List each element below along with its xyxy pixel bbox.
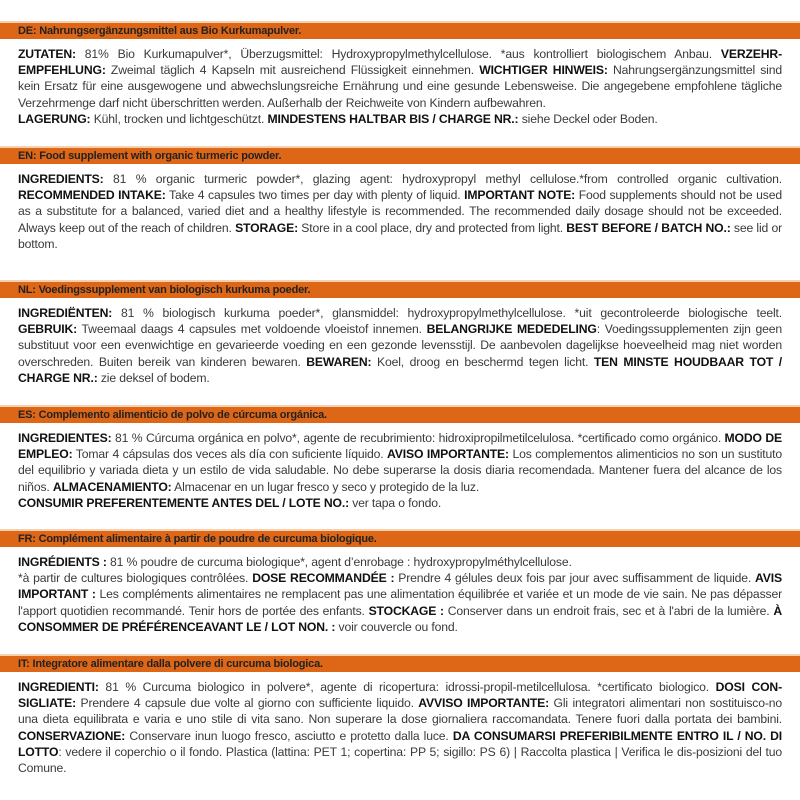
section-nl [0, 280, 800, 386]
label-text: Almacenar en un lugar fresco y seco y protegido de la luz. [171, 479, 480, 494]
label-heading: DA CONSUMARSI PREFERIBILMENTE ENTRO IL / NO. DI LOTTO [18, 728, 783, 759]
label-text: Prendere 4 capsule due volte al giorno con sufficiente liquido. [76, 696, 419, 711]
label-text: Store in a cool place, dry and protected from light. [297, 220, 567, 235]
label-text: Prendre 4 gélules deux fois par jour avec suffisamment de liquide. [394, 571, 756, 586]
label-heading: WICHTIGER HINWEIS: [479, 63, 608, 78]
label-text: Zweimal täglich 4 Kapseln mit ausreichend Flüssigkeit einnehmen. [105, 63, 480, 78]
section-en [0, 146, 800, 252]
label-heading: AVIS IMPORTANT : [18, 571, 782, 602]
section-body [0, 423, 800, 511]
label-heading: BELANGRIJKE MEDEDELING [426, 322, 597, 337]
section-title: EN: Food supplement with organic turmeric powder. [0, 146, 800, 164]
label-text: siehe Deckel oder Boden. [518, 111, 658, 126]
section-es [0, 405, 800, 511]
label-text: Nahrungsergänzungsmittel sind kein Ersatz für eine ausgewogene und abwechslungsreiche Ernährung und eine gesunde Lebensweise. Die angegebene empfohlene tägliche Verzehrmenge darf nicht überschritten werden. Außerhalb der Reichweite von Kindern aufbewahren. [18, 63, 782, 110]
label-text: voir couvercle ou fond. [335, 619, 458, 634]
label-text: Conserver dans un endroit frais, sec et à l'abri de la lumière. [443, 603, 774, 618]
label-text: ver tapa o fondo. [348, 495, 442, 510]
label-heading: INGREDIENTES: [18, 431, 112, 445]
section-body [0, 298, 800, 386]
label-heading: LAGERUNG: [18, 111, 91, 126]
label-heading: CONSERVAZIONE: [18, 728, 126, 743]
label-heading: INGREDIENTI: [18, 680, 99, 694]
label-text: Tweemaal daags 4 capsules met voldoende vloeistof innemen. [77, 322, 427, 337]
label-text: zie deksel of bodem. [97, 370, 210, 385]
section-body [0, 39, 800, 127]
label-text: Gli integratori alimentari non sostituisco-no una dieta equilibrata e varia e uno stile di vita sano. Non superare la dose giornaliera raccomandata. Tenere fuori dalla portata dei bambini. [18, 696, 782, 727]
section-fr [0, 529, 800, 635]
label-text: 81 % Curcuma biologico in polvere*, agente di ricopertura: idrossi-propil-metilcellulosa. *certificato biologico. [98, 680, 716, 694]
label-text: : vedere il coperchio o il fondo. Plastica (lattina: PET 1; copertina: PP 5; sigillo: PS 6) | Raccolta plastica | Verifica le dis-posizioni del tuo Comune. [18, 744, 782, 776]
section-de [0, 21, 800, 127]
section-title: ES: Complemento alimenticio de polvo de cúrcuma orgánica. [0, 405, 800, 423]
label-text: 81 % poudre de curcuma biologique*, agent d’enrobage : hydroxypropylméthylcellulose. [106, 555, 572, 569]
label-text: 81 % Cúrcuma orgánica en polvo*, agente de recubrimiento: hidroxipropilmetilcelulosa. *certificado como orgánico. [111, 431, 725, 445]
label-text: Koel, droog en beschermd tegen licht. [371, 354, 594, 369]
label-heading: BEST BEFORE / BATCH NO.: [566, 220, 731, 235]
label-text: Kühl, trocken und lichtgeschützt. [90, 111, 268, 126]
label-heading: AVVISO IMPORTANTE: [418, 696, 550, 711]
label-text: Los complementos alimenticios no son un sustituto del equilibrio y variada dieta y un estilo de vida saludable. No debe superarse la dosis diaria recomendada. Mantener fuera del alcance de los niños. [18, 447, 782, 494]
label-heading: ZUTATEN: [18, 47, 76, 61]
section-title: FR: Complément alimentaire à partir de poudre de curcuma biologique. [0, 529, 800, 547]
section-body [0, 164, 800, 252]
label-text: Food supplements should not be used as a substitute for a balanced, varied diet and a healthy lifestyle is recommended. The recommended daily dosage should not be exceeded. Always keep out of the reach of children. [18, 188, 783, 235]
label-heading: TEN MINSTE HOUDBAAR TOT / CHARGE NR.: [18, 354, 782, 385]
label-text: 81% Bio Kurkumapulver*, Überzugsmittel: Hydroxypropylmethylcellulose. *aus kontrolliert biologischem Anbau. [75, 47, 721, 61]
section-title: IT: Integratore alimentare dalla polvere di curcuma biologica. [0, 654, 800, 672]
label-heading: GEBRUIK: [18, 322, 78, 337]
label-text: 81 % organic turmeric powder*, glazing agent: hydroxypropyl methyl cellulose.*from controlled organic cultivation. [103, 172, 782, 186]
label-text: Take 4 capsules two times per day with plenty of liquid. [165, 188, 465, 203]
label-text: *à partir de cultures biologiques contrôlées. [18, 571, 253, 586]
label-heading: MODO DE EMPLEO: [18, 431, 782, 462]
label-heading: CONSUMIR PREFERENTEMENTE ANTES DEL / LOTE NO.: [18, 495, 349, 510]
label-heading: MINDESTENS HALTBAR BIS / CHARGE NR.: [267, 111, 519, 126]
section-body [0, 672, 800, 776]
label-heading: IMPORTANT NOTE: [464, 188, 576, 203]
label-heading: ALMACENAMIENTO: [52, 479, 172, 494]
label-text: Conservare inun luogo fresco, asciutto e protetto dalla luce. [125, 728, 453, 743]
label-heading: STORAGE: [235, 220, 298, 235]
label-text: Les compléments alimentaires ne remplacent pas une alimentation équilibrée et variée et un mode de vie sain. Ne pas dépasser l'apport quotidien recommandé. Tenir hors de portée des enfants. [18, 587, 782, 618]
label-heading: INGREDIËNTEN: [18, 306, 113, 320]
label-heading: À CONSOMMER DE PRÉFÉRENCEAVANT LE / LOT NON. : [18, 603, 782, 634]
section-it [0, 654, 800, 776]
label-text: 81 % biologisch kurkuma poeder*, glansmiddel: hydroxypropylmethylcellulose. *uit gecontroleerde biologische teelt. [112, 306, 782, 320]
label-heading: RECOMMENDED INTAKE: [18, 188, 166, 203]
section-body [0, 547, 800, 635]
label-heading: AVISO IMPORTANTE: [387, 447, 509, 462]
label-text: Tomar 4 cápsulas dos veces als día con suficiente líquido. [72, 447, 388, 462]
label-heading: INGRÉDIENTS : [18, 555, 107, 569]
section-title: NL: Voedingssupplement van biologisch kurkuma poeder. [0, 280, 800, 298]
label-heading: STOCKAGE : [368, 603, 444, 618]
label-heading: BEWAREN: [306, 354, 372, 369]
section-title: DE: Nahrungsergänzungsmittel aus Bio Kurkumapulver. [0, 21, 800, 39]
label-text: see lid or bottom. [18, 220, 782, 251]
label-heading: DOSE RECOMMANDÉE : [252, 571, 395, 586]
label-heading: INGREDIENTS: [18, 172, 104, 186]
label-text: : Voedingssupplementen zijn geen substituut voor een evenwichtige en gevarieerde voeding en een gezonde levensstijl. De aanbevolen dagelijkse hoeveelheid mag niet worden overschreden. Buiten bereik van kinderen bewaren. [18, 322, 783, 369]
label-heading: VERZEHR-EMPFEHLUNG: [18, 47, 782, 78]
label-heading: DOSI CON-SIGLIATE: [18, 680, 782, 711]
